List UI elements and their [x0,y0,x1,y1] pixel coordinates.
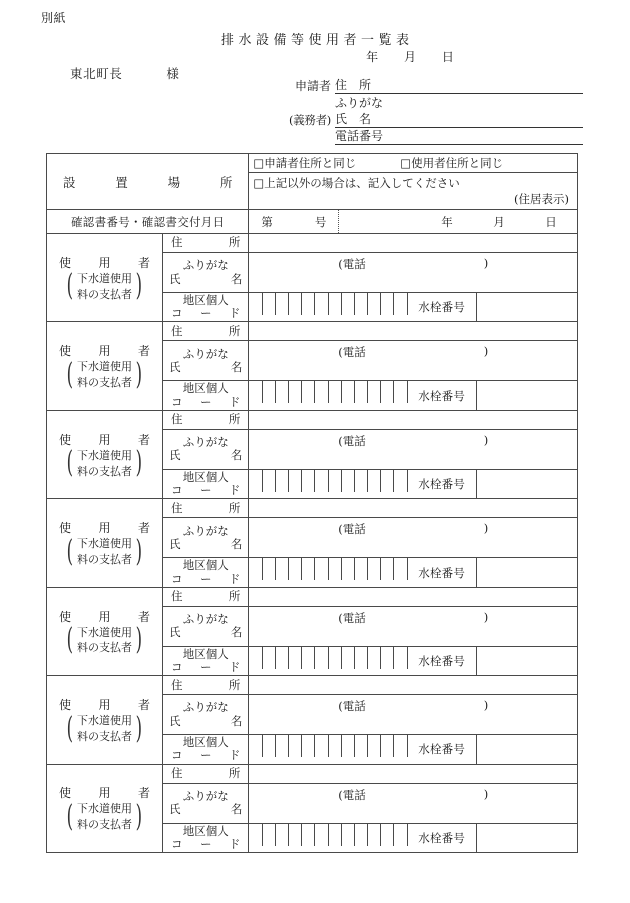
user-name-label-text: 氏 名 [169,359,243,374]
user-phone-close: ) [483,786,489,801]
code-box[interactable] [302,735,315,757]
code-box[interactable] [263,293,276,315]
date-month-label: 月 [403,50,416,64]
user-name-input[interactable] [249,695,578,735]
user-address-label: 住 所 [163,676,249,695]
code-box[interactable] [249,558,262,580]
faucet-number-input[interactable] [477,735,577,763]
applicant-name-label: 氏 名 [335,110,379,128]
faucet-number-label: 水栓番号 [408,558,477,586]
code-box[interactable] [394,381,407,403]
user-name-label [163,606,249,646]
location-row-top [47,154,578,173]
user-name-label [163,253,249,293]
user-furigana-label: ふりがな [182,612,229,627]
code-box[interactable] [315,824,328,846]
user-phone-open: (電話 [338,522,366,537]
code-box[interactable] [368,381,381,403]
code-box[interactable] [249,470,262,492]
user-name-input[interactable] [249,518,578,558]
faucet-number-label: 水栓番号 [408,647,477,675]
user-code-cell [249,293,578,322]
faucet-number-label: 水栓番号 [408,381,477,409]
code-box[interactable] [342,735,355,757]
code-box[interactable] [394,824,407,846]
user-code-label-line2: コ ー ド [171,571,241,586]
user-address-input[interactable] [249,764,578,783]
user-phone-field[interactable] [249,521,577,537]
user-code-label-line1: 地区個人 [182,469,229,484]
confirmation-day-label: 日 [545,214,557,229]
user-note-line1: 下水道使用 [77,271,132,285]
code-box[interactable] [342,381,355,403]
code-box[interactable] [368,647,381,669]
user-phone-open: (電話 [338,787,366,802]
user-name-label-text: 氏 名 [169,713,243,728]
user-note-line2: 料の支払者 [77,818,132,832]
brace-right: ) [135,445,143,481]
confirmation-value-cell [249,210,578,234]
user-code-label-line2: コ ー ド [171,483,241,498]
code-box[interactable] [249,735,262,757]
user-phone-close: ) [483,344,489,359]
location-row-label [47,154,249,210]
applicant-address-input[interactable] [379,93,583,94]
user-block-label [47,499,163,587]
code-box[interactable] [368,293,381,315]
user-title: 使 用 者 [59,432,150,447]
code-box[interactable] [276,558,289,580]
user-furigana-label: ふりがな [182,700,229,715]
user-phone-field[interactable] [249,698,577,714]
user-block-label [47,234,163,322]
brace-left: ( [66,622,74,658]
confirmation-number-suffix: 号 [314,214,327,229]
code-box[interactable] [381,735,394,757]
brace-right: ) [135,533,143,569]
applicant-block [283,78,583,146]
user-phone-open: (電話 [338,345,366,360]
confirmation-number-field[interactable] [249,210,339,233]
user-note-line2: 料の支払者 [77,464,132,478]
code-box[interactable] [302,558,315,580]
user-phone-field[interactable] [249,256,577,272]
user-phone-close: ) [483,432,489,447]
user-note-line2: 料の支払者 [77,376,132,390]
user-name-input[interactable] [249,429,578,469]
user-note-line1: 下水道使用 [77,537,132,551]
code-box[interactable] [329,558,342,580]
user-code-label [163,646,249,675]
user-phone-field[interactable] [249,787,577,803]
user-name-label [163,783,249,823]
user-code-label [163,381,249,410]
user-address-label: 住 所 [163,234,249,253]
user-code-label [163,469,249,498]
code-box[interactable] [394,735,407,757]
code-box[interactable] [329,824,342,846]
user-code-label-line2: コ ー ド [171,659,241,674]
user-block-address-row [47,587,578,606]
brace-right: ) [135,710,143,746]
code-box[interactable] [289,647,302,669]
applicant-phone-input[interactable] [379,144,583,145]
user-address-input[interactable] [249,676,578,695]
confirmation-date-field[interactable] [339,210,577,233]
user-phone-open: (電話 [338,610,366,625]
confirmation-row [47,210,578,234]
code-box[interactable] [289,735,302,757]
user-address-label: 住 所 [163,764,249,783]
code-box[interactable] [381,824,394,846]
user-block-address-row [47,764,578,783]
user-name-input[interactable] [249,341,578,381]
code-box[interactable] [276,647,289,669]
faucet-number-input[interactable] [477,558,577,586]
code-box[interactable] [249,647,262,669]
code-box[interactable] [329,381,342,403]
user-name-label [163,341,249,381]
user-furigana-label: ふりがな [182,523,229,538]
user-block-label [47,764,163,852]
date-day-label: 日 [441,50,454,64]
code-box[interactable] [289,293,302,315]
code-box[interactable] [342,293,355,315]
user-phone-open: (電話 [338,699,366,714]
location-other-cell [249,173,578,210]
code-box-group [249,381,407,409]
applicant-address-label: 住 所 [335,76,379,94]
user-name-label-text: 氏 名 [169,536,243,551]
code-box[interactable] [342,647,355,669]
user-block-label [47,587,163,675]
code-box[interactable] [329,647,342,669]
user-note [47,801,162,833]
code-box[interactable] [276,470,289,492]
user-name-input[interactable] [249,606,578,646]
code-box-group [249,293,407,321]
faucet-number-input[interactable] [477,293,577,321]
code-box[interactable] [289,558,302,580]
code-box[interactable] [276,735,289,757]
code-box[interactable] [381,647,394,669]
code-box[interactable] [289,381,302,403]
code-box[interactable] [394,293,407,315]
attachment-label: 別紙 [41,11,67,25]
code-box[interactable] [381,293,394,315]
user-block-address-row [47,410,578,429]
code-box[interactable] [263,735,276,757]
user-phone-open: (電話 [338,433,366,448]
user-phone-close: ) [483,521,489,536]
code-box-group [249,735,407,763]
user-code-cell [249,558,578,587]
faucet-number-label: 水栓番号 [408,470,477,498]
faucet-number-input[interactable] [477,647,577,675]
table-body [47,154,578,853]
user-code-label-line2: コ ー ド [171,394,241,409]
user-title: 使 用 者 [59,609,150,624]
residence-display-note: (住居表示) [514,192,569,206]
faucet-number-label: 水栓番号 [408,293,477,321]
user-code-cell [249,381,578,410]
user-code-label [163,558,249,587]
code-box[interactable] [315,558,328,580]
code-box[interactable] [355,735,368,757]
code-box[interactable] [289,470,302,492]
user-note-line2: 料の支払者 [77,287,132,301]
applicant-phone-label: 電話番号 [335,129,384,143]
code-box[interactable] [289,824,302,846]
code-box[interactable] [263,558,276,580]
user-address-label: 住 所 [163,410,249,429]
user-title: 使 用 者 [59,786,150,801]
code-box[interactable] [394,470,407,492]
faucet-number-label: 水栓番号 [408,824,477,852]
user-phone-open: (電話 [338,257,366,271]
obligor-label: (義務者) [289,113,331,127]
code-box[interactable] [315,647,328,669]
code-box[interactable] [276,381,289,403]
checkbox-same-as-applicant[interactable]: □申請者住所と同じ [253,156,357,170]
user-phone-field[interactable] [249,610,577,626]
user-code-cell [249,469,578,498]
user-address-input[interactable] [249,587,578,606]
faucet-number-input[interactable] [477,381,577,409]
user-furigana-label: ふりがな [182,258,229,273]
code-box[interactable] [315,470,328,492]
user-note-line1: 下水道使用 [77,448,132,462]
user-note [47,710,162,746]
user-note-line2: 料の支払者 [77,641,132,655]
faucet-number-input[interactable] [477,824,577,852]
user-block-label [47,676,163,764]
brace-left: ( [66,356,74,392]
code-box[interactable] [355,824,368,846]
user-block-label [47,322,163,410]
user-name-label-text: 氏 名 [169,271,243,286]
code-box[interactable] [263,381,276,403]
user-list-table [46,153,578,853]
code-box[interactable] [381,558,394,580]
user-phone-close: ) [483,256,489,270]
code-box[interactable] [381,381,394,403]
user-note-line1: 下水道使用 [77,713,132,727]
user-name-label-text: 氏 名 [169,802,243,817]
user-code-label [163,823,249,852]
user-note-line1: 下水道使用 [77,802,132,816]
user-code-label-line2: コ ー ド [171,748,241,763]
brace-left: ( [66,710,74,746]
user-name-label-text: 氏 名 [169,625,243,640]
user-address-input[interactable] [249,322,578,341]
code-box[interactable] [381,470,394,492]
code-box[interactable] [302,381,315,403]
applicant-furigana-row [283,95,583,111]
code-box[interactable] [302,470,315,492]
user-code-label-line1: 地区個人 [182,558,229,573]
code-box[interactable] [249,293,262,315]
code-box[interactable] [394,647,407,669]
brace-right: ) [135,268,143,304]
brace-left: ( [66,533,74,569]
user-name-label [163,518,249,558]
code-box[interactable] [355,381,368,403]
user-note [47,533,162,569]
user-furigana-label: ふりがな [182,346,229,361]
user-note-line1: 下水道使用 [77,625,132,639]
code-box[interactable] [315,735,328,757]
user-name-input[interactable] [249,253,578,293]
applicant-name-input[interactable] [379,127,583,128]
user-block-address-row [47,499,578,518]
user-note [47,268,162,304]
code-box[interactable] [302,293,315,315]
user-address-input[interactable] [249,234,578,253]
confirmation-number-prefix: 第 [261,214,273,229]
user-name-label [163,429,249,469]
code-box[interactable] [368,558,381,580]
code-box-group [249,647,407,675]
confirmation-month-label: 月 [493,214,505,229]
code-box[interactable] [249,824,262,846]
user-code-cell [249,823,578,852]
addressee-honorific: 様 [166,66,180,81]
code-box[interactable] [368,470,381,492]
user-code-label-line2: コ ー ド [171,306,241,321]
confirmation-row-label: 確認書番号・確認書交付月日 [47,210,249,234]
user-address-label: 住 所 [163,499,249,518]
code-box[interactable] [342,558,355,580]
applicant-label: 申請者 [294,79,331,93]
user-note [47,622,162,658]
user-block-address-row [47,234,578,253]
applicant-name-row [283,112,583,128]
user-name-label-text: 氏 名 [169,448,243,463]
user-phone-close: ) [483,609,489,624]
addressee [70,64,180,82]
confirmation-year-label: 年 [441,214,453,229]
user-address-input[interactable] [249,410,578,429]
code-box[interactable] [368,735,381,757]
code-box[interactable] [263,647,276,669]
brace-right: ) [135,622,143,658]
code-box[interactable] [276,293,289,315]
user-title: 使 用 者 [59,255,150,270]
code-box[interactable] [394,558,407,580]
user-phone-field[interactable] [249,433,577,449]
user-code-label-line1: 地区個人 [182,381,229,396]
applicant-address-row [283,78,583,94]
code-box-group [249,470,407,498]
user-furigana-label: ふりがな [182,788,229,803]
user-phone-close: ) [483,698,489,713]
code-box[interactable] [263,470,276,492]
user-furigana-label: ふりがな [182,435,229,450]
user-address-input[interactable] [249,499,578,518]
brace-left: ( [66,268,74,304]
user-block-address-row [47,322,578,341]
user-code-label-line1: 地区個人 [182,735,229,750]
user-code-label-line2: コ ー ド [171,836,241,851]
brace-left: ( [66,799,74,835]
user-note [47,356,162,392]
brace-right: ) [135,356,143,392]
code-box-group [249,558,407,586]
code-box[interactable] [276,824,289,846]
applicant-phone-row [283,129,583,145]
location-checkbox-cell [249,154,578,173]
code-box[interactable] [342,824,355,846]
brace-left: ( [66,445,74,481]
date-year-label: 年 [366,50,379,64]
code-box[interactable] [329,735,342,757]
user-address-label: 住 所 [163,587,249,606]
user-block-label [47,410,163,498]
user-code-label [163,293,249,322]
applicant-furigana-label: ふりがな [335,96,384,110]
user-note-line2: 料の支払者 [77,729,132,743]
user-title: 使 用 者 [59,344,150,359]
code-box[interactable] [315,293,328,315]
code-box[interactable] [355,293,368,315]
code-box[interactable] [329,470,342,492]
brace-right: ) [135,799,143,835]
user-code-cell [249,646,578,675]
user-note-line1: 下水道使用 [77,360,132,374]
faucet-number-label: 水栓番号 [408,735,477,763]
code-box[interactable] [342,470,355,492]
user-code-label-line1: 地区個人 [182,646,229,661]
code-box[interactable] [302,647,315,669]
location-label-text: 設 置 場 所 [63,174,233,190]
code-box[interactable] [355,558,368,580]
addressee-name: 東北町長 [70,66,123,81]
user-note-line2: 料の支払者 [77,553,132,567]
user-address-label: 住 所 [163,322,249,341]
date-line [0,48,630,65]
code-box[interactable] [355,470,368,492]
user-code-label-line1: 地区個人 [182,823,229,838]
code-box[interactable] [355,647,368,669]
user-code-label [163,735,249,764]
code-box[interactable] [302,824,315,846]
user-title: 使 用 者 [59,521,150,536]
code-box-group [249,824,407,852]
user-name-label [163,695,249,735]
user-phone-field[interactable] [249,344,577,360]
document-title: 排水設備等使用者一覧表 [220,33,414,48]
checkbox-same-as-user[interactable]: □使用者住所と同じ [400,156,504,170]
code-box[interactable] [263,824,276,846]
user-code-label-line1: 地区個人 [182,293,229,307]
user-title: 使 用 者 [59,697,150,712]
faucet-number-input[interactable] [477,470,577,498]
user-block-address-row [47,676,578,695]
user-code-cell [249,735,578,764]
code-box[interactable] [368,824,381,846]
code-box[interactable] [315,381,328,403]
user-name-input[interactable] [249,783,578,823]
checkbox-other[interactable]: □上記以外の場合は、記入してください [253,176,460,190]
code-box[interactable] [329,293,342,315]
code-box[interactable] [249,381,262,403]
user-note [47,445,162,481]
